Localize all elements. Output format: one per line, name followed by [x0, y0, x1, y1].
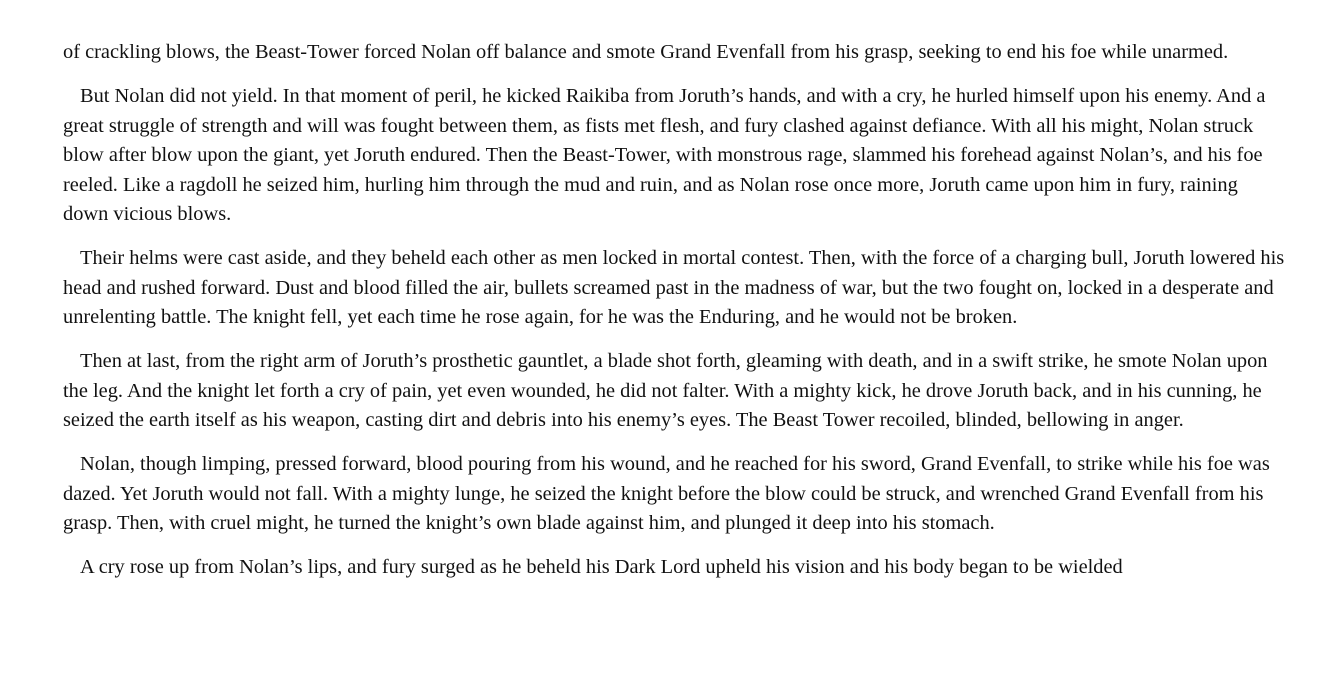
paragraph: Then at last, from the right arm of Joruth’s prosthetic gauntlet, a blade shot forth, gleaming with death, and in a swift strike, he smote Nolan upon the leg. And the knight let forth a cry of pain, yet even wounded, he did not falter. With a mighty kick, he drove Joruth back, and in his cunning, he seized the earth itself as his weapon, casting dirt and debris into his enemy’s eyes. The Beast Tower recoiled, blinded, bellowing in anger. [63, 350, 1268, 431]
document-body [63, 38, 1285, 597]
paragraph: A cry rose up from Nolan’s lips, and fury surged as he beheld his Dark Lord upheld his vision and his body began to be wielded [80, 556, 1123, 578]
paragraph: of crackling blows, the Beast-Tower forced Nolan off balance and smote Grand Evenfall from his grasp, seeking to end his foe while unarmed. [63, 41, 1229, 63]
paragraph: Nolan, though limping, pressed forward, blood pouring from his wound, and he reached for his sword, Grand Evenfall, to strike while his foe was dazed. Yet Joruth would not fall. With a mighty lunge, he seized the knight before the blow could be struck, and wrenched Grand Evenfall from his grasp. Then, with cruel might, he turned the knight’s own blade against him, and plunged it deep into his stomach. [63, 453, 1270, 534]
paragraph: Their helms were cast aside, and they beheld each other as men locked in mortal contest. Then, with the force of a charging bull, Joruth lowered his head and rushed forward. Dust and blood filled the air, bullets screamed past in the madness of war, but the two fought on, locked in a desperate and unrelenting battle. The knight fell, yet each time he rose again, for he was the Enduring, and he would not be broken. [63, 247, 1285, 328]
paragraph: But Nolan did not yield. In that moment of peril, he kicked Raikiba from Joruth’s hands, and with a cry, he hurled himself upon his enemy. And a great struggle of strength and will was fought between them, as fists met flesh, and fury clashed against defiance. With all his might, Nolan struck blow after blow upon the giant, yet Joruth endured. Then the Beast-Tower, with monstrous rage, slammed his forehead against Nolan’s, and his foe reeled. Like a ragdoll he seized him, hurling him through the mud and ruin, and as Nolan rose once more, Joruth came upon him in fury, raining down vicious blows. [63, 85, 1266, 225]
